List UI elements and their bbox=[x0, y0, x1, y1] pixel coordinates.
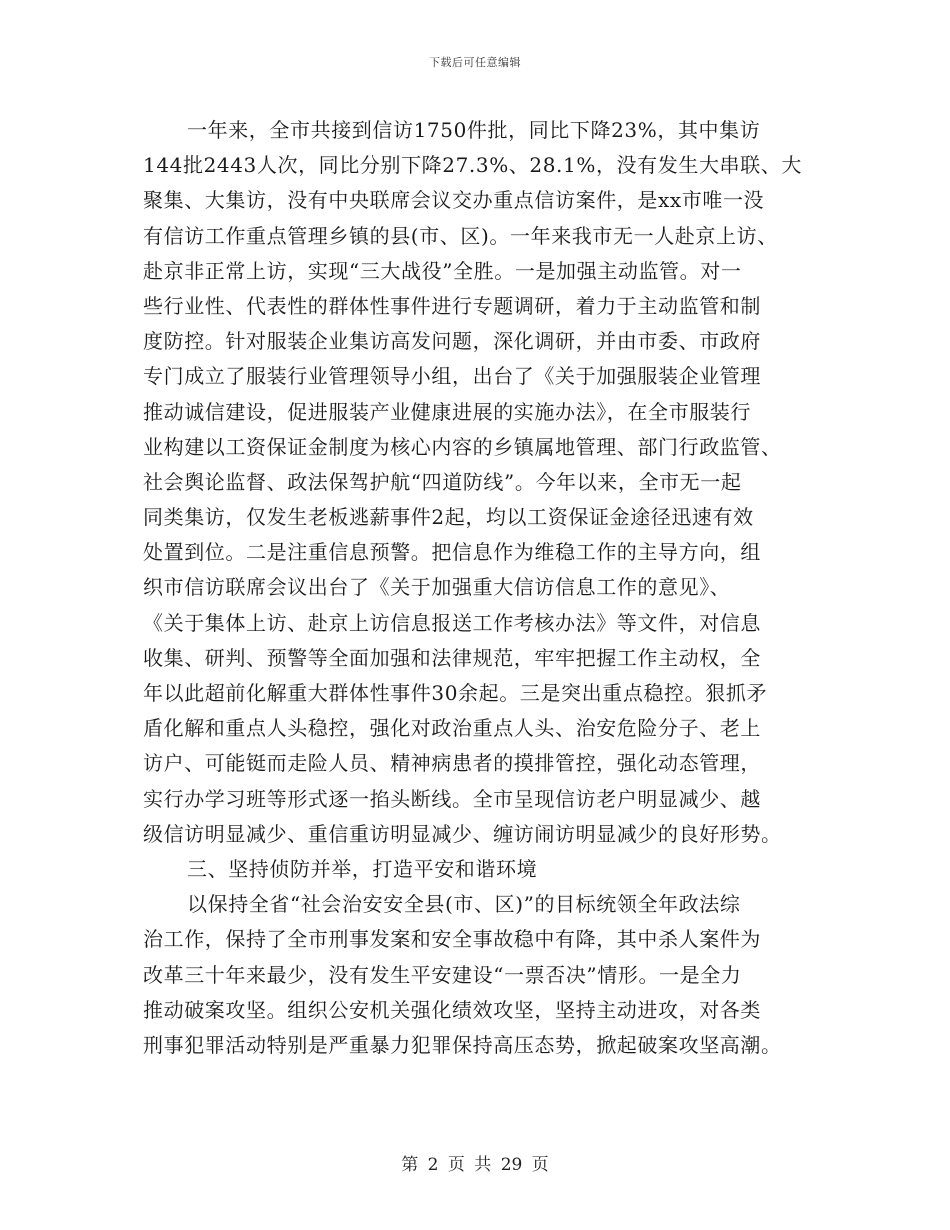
text-line: 推动诚信建设，促进服装产业健康进展的实施办法》，在全市服装行 bbox=[143, 399, 751, 424]
text-line: 织市信访联席会议出台了《关于加强重大信访信息工作的意见》、 bbox=[143, 575, 731, 600]
text-line: 收集、研判、预警等全面加强和法律规范，牢牢把握工作主动权，全 bbox=[143, 645, 761, 670]
text-line: 改革三十年来最少，没有发生平安建设“一票否决”情形。一是全力 bbox=[143, 962, 742, 987]
text-line: 同类集访，仅发生老板逃薪事件2起，均以工资保证金途径迅速有效 bbox=[143, 505, 754, 530]
page-header: 下载后可任意编辑 bbox=[429, 56, 521, 69]
text-line: 有信访工作重点管理乡镇的县(市、区)。一年来我市无一人赴京上访、 bbox=[143, 223, 778, 248]
text-line: 度防控。针对服装企业集访高发问题，深化调研，并由市委、市政府 bbox=[143, 329, 761, 354]
section-heading: 三、坚持侦防并举，打造平安和谐环境 bbox=[187, 856, 538, 881]
text-line: 刑事犯罪活动特别是严重暴力犯罪保持高压态势，掀起破案攻坚高潮。 bbox=[143, 1032, 782, 1057]
text-line: 级信访明显减少、重信重访明显减少、缠访闹访明显减少的良好形势。 bbox=[143, 821, 782, 846]
text-line: 以保持全省“社会治安安全县(市、区)”的目标统领全年政法综 bbox=[187, 892, 741, 917]
text-line: 处置到位。二是注重信息预警。把信息作为维稳工作的主导方向，组 bbox=[143, 540, 761, 565]
text-line: 实行办学习班等形式逐一掐头断线。全市呈现信访老户明显减少、越 bbox=[143, 786, 761, 811]
text-line: 赴京非正常上访，实现“三大战役”全胜。一是加强主动监管。对一 bbox=[143, 258, 742, 283]
page-number: 第 2 页 共 29 页 bbox=[401, 1155, 549, 1175]
text-line: 推动破案攻坚。组织公安机关强化绩效攻坚，坚持主动进攻，对各类 bbox=[143, 997, 761, 1022]
text-line: 些行业性、代表性的群体性事件进行专题调研，着力于主动监管和制 bbox=[143, 293, 761, 318]
document-body bbox=[143, 113, 813, 1063]
text-line: 业构建以工资保证金制度为核心内容的乡镇属地管理、部门行政监管、 bbox=[143, 434, 782, 459]
text-line: 治工作，保持了全市刑事发案和安全事故稳中有降，其中杀人案件为 bbox=[143, 927, 761, 952]
text-line: 《关于集体上访、赴京上访信息报送工作考核办法》等文件，对信息 bbox=[143, 610, 761, 635]
text-line: 一年来，全市共接到信访1750件批，同比下降23%，其中集访 bbox=[187, 118, 761, 142]
text-line: 专门成立了服装行业管理领导小组，出台了《关于加强服装企业管理 bbox=[143, 364, 761, 389]
text-line: 年以此超前化解重大群体性事件30余起。三是突出重点稳控。狠抓矛 bbox=[143, 681, 768, 705]
text-line: 社会舆论监督、政法保驾护航“四道防线”。今年以来，全市无一起 bbox=[143, 469, 742, 494]
text-line: 144批2443人次，同比分别下降27.3%、28.1%，没有发生大串联、大 bbox=[143, 153, 802, 178]
text-line: 访户、可能铤而走险人员、精神病患者的摸排管控，强化动态管理， bbox=[143, 751, 761, 776]
text-line: 聚集、大集访，没有中央联席会议交办重点信访案件，是xx市唯一没 bbox=[143, 188, 765, 213]
text-line: 盾化解和重点人头稳控，强化对政治重点人头、治安危险分子、老上 bbox=[143, 716, 761, 741]
